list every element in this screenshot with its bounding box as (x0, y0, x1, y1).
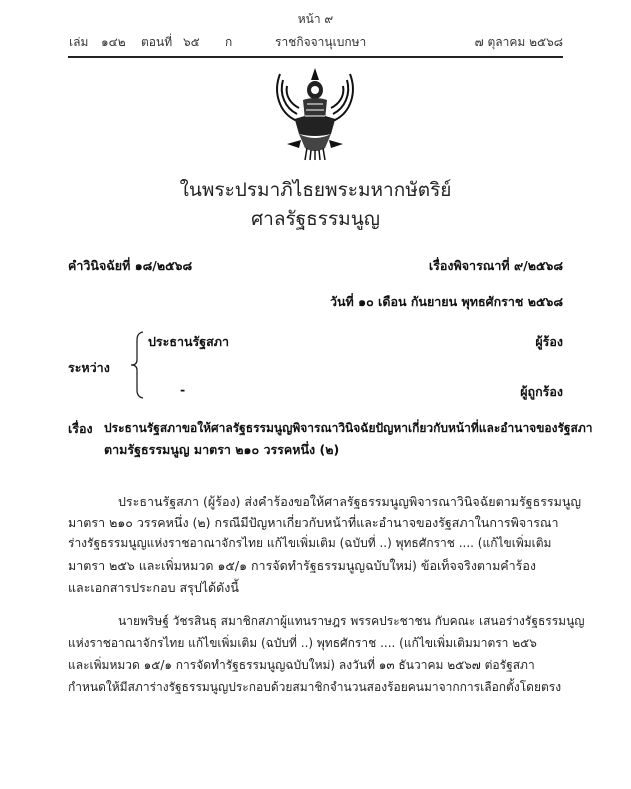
body-line: ประธานรัฐสภา (ผู้ร้อง) ส่งคำร้องขอให้ศาลรัฐธรรมนูญพิจารณาวินิจฉัยตามรัฐธรรมนูญ (118, 494, 582, 509)
body-line: มาตรา ๒๕๖ และเพิ่มหมวด ๑๕/๑ การจัดทำรัฐธรรมนูญฉบับใหม่) ข้อเท็จจริงตามคำร้อง (68, 558, 537, 573)
garuda-emblem-icon (265, 62, 365, 162)
subject-line-2: ตามรัฐธรรมนูญ มาตรา ๒๑๐ วรรคหนึ่ง (๒) (104, 442, 340, 457)
section-type: ก (225, 35, 233, 49)
body-line: และเอกสารประกอบ สรุปได้ดังนี้ (68, 580, 239, 595)
ruling-number: คำวินิจฉัยที่ ๑๘/๒๕๖๘ (68, 258, 193, 273)
body-line: และเพิ่มหมวด ๑๕/๑ การจัดทำรัฐธรรมนูญฉบับใหม่) ลงวันที่ ๑๓ ธันวาคม ๒๕๖๗ ต่อรัฐสภา (68, 658, 535, 672)
section-number: ๖๕ (183, 35, 200, 49)
royal-title: ในพระปรมาภิไธยพระมหากษัตริย์ (179, 179, 452, 201)
gazette-name: ราชกิจจานุเบกษา (275, 35, 367, 49)
petitioner-role: ผู้ร้อง (535, 334, 563, 349)
gazette-date: ๗ ตุลาคม ๒๕๖๘ (474, 35, 563, 49)
between-label: ระหว่าง (68, 360, 110, 375)
respondent-role: ผู้ถูกร้อง (520, 384, 563, 399)
section-label: ตอนที่ (141, 35, 173, 49)
body-line: แห่งราชอาณาจักรไทย แก้ไขเพิ่มเติม (ฉบับที่ ..) พุทธศักราช .... (แก้ไขเพิ่มเติมมาตรา ๒๕๖ (68, 636, 537, 650)
ruling-date: วันที่ ๑๐ เดือน กันยายน พุทธศักราช ๒๕๖๘ (329, 294, 563, 309)
case-number: เรื่องพิจารณาที่ ๙/๒๕๖๘ (428, 258, 563, 273)
page-number: หน้า ๙ (297, 12, 334, 26)
body-line: มาตรา ๒๑๐ วรรคหนึ่ง (๒) กรณีมีปัญหาเกี่ยวกับหน้าที่และอำนาจของรัฐสภาในการพิจารณา (68, 515, 559, 530)
brace-icon (127, 330, 147, 400)
respondent-name: - (180, 382, 186, 397)
court-name: ศาลรัฐธรรมนูญ (251, 208, 380, 230)
petitioner-name: ประธานรัฐสภา (148, 334, 230, 349)
subject-line-1: ประธานรัฐสภาขอให้ศาลรัฐธรรมนูญพิจารณาวินิจฉัยปัญหาเกี่ยวกับหน้าที่และอำนาจของรัฐสภา (104, 421, 593, 435)
volume-number: ๑๔๒ (101, 35, 126, 49)
body-line: นายพริษฐ์ วัชรสินธุ สมาชิกสภาผู้แทนราษฎร พรรคประชาชน กับคณะ เสนอร่างรัฐธรรมนูญ (118, 614, 585, 628)
body-line: ร่างรัฐธรรมนูญแห่งราชอาณาจักรไทย แก้ไขเพิ่มเติม (ฉบับที่ ..) พุทธศักราช .... (แก้ไขเพิ่มเติม (68, 536, 552, 550)
body-line: กำหนดให้มีสภาร่างรัฐธรรมนูญประกอบด้วยสมาชิกจำนวนสองร้อยคนมาจากการเลือกตั้งโดยตรง (68, 680, 562, 694)
volume-label: เล่ม (69, 35, 89, 49)
subject-label: เรื่อง (68, 421, 93, 436)
header-divider (68, 56, 563, 58)
